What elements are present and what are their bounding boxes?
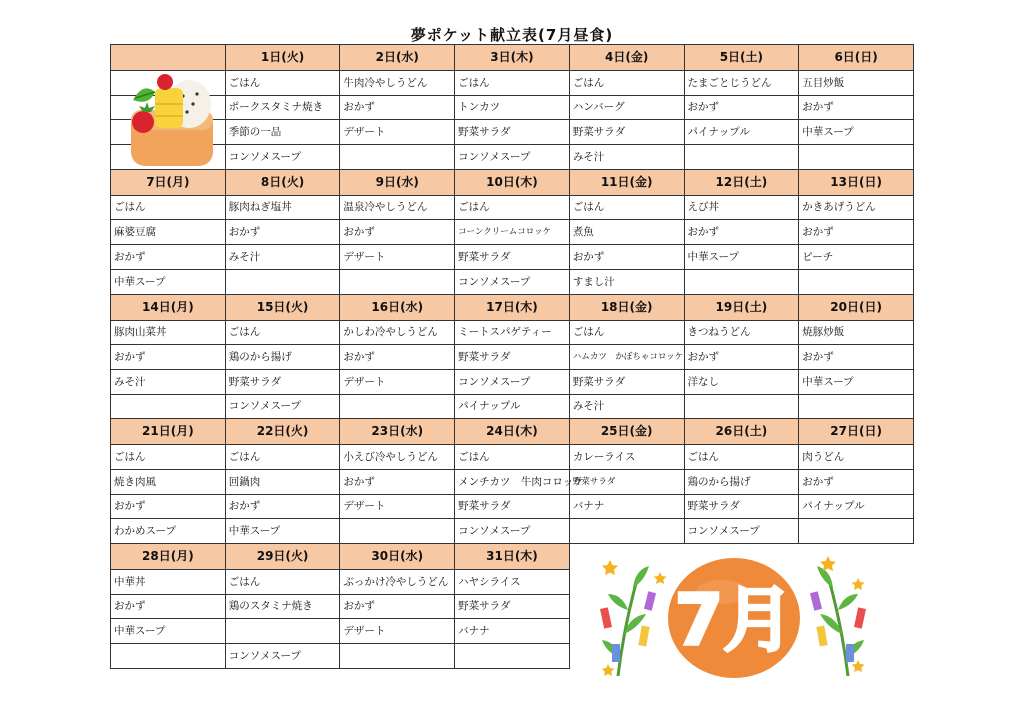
- menu-cell: 焼き肉風: [111, 469, 226, 494]
- day-header: 3日(木): [455, 45, 570, 71]
- menu-cell: 温泉冷やしうどん: [340, 195, 455, 220]
- day-header: 16日(水): [340, 294, 455, 320]
- menu-cell: デザート: [340, 245, 455, 270]
- menu-cell: 鶏のから揚げ: [225, 345, 340, 370]
- menu-cell: おかず: [799, 469, 914, 494]
- menu-cell: 焼豚炒飯: [799, 320, 914, 345]
- menu-cell: おかず: [684, 95, 799, 120]
- menu-cell: パイナップル: [684, 120, 799, 145]
- menu-cell: バナナ: [455, 619, 570, 644]
- menu-row: [111, 145, 914, 170]
- july-tanabata-illustration: [600, 548, 868, 680]
- menu-cell: ぶっかけ冷やしうどん: [340, 570, 455, 595]
- menu-cell: ごはん: [455, 71, 570, 96]
- menu-cell: 野菜サラダ: [684, 494, 799, 519]
- menu-cell: [684, 269, 799, 294]
- menu-cell: おかず: [340, 469, 455, 494]
- month-label: 7月: [674, 579, 794, 661]
- day-header: [111, 45, 226, 71]
- menu-cell: [340, 145, 455, 170]
- menu-cell: 鶏のスタミナ焼き: [225, 594, 340, 619]
- menu-cell: 中華スープ: [684, 245, 799, 270]
- menu-cell: 洋なし: [684, 369, 799, 394]
- day-header-row: [111, 45, 914, 71]
- menu-cell: わかめスープ: [111, 519, 226, 544]
- menu-cell: ごはん: [569, 71, 684, 96]
- day-header: 29日(火): [225, 544, 340, 570]
- menu-cell: ハムカツ かぼちゃコロッケ: [569, 345, 684, 370]
- day-header: 17日(木): [455, 294, 570, 320]
- menu-cell: [111, 644, 226, 669]
- menu-cell: 野菜サラダ: [455, 594, 570, 619]
- menu-row: [111, 95, 914, 120]
- menu-cell: 野菜サラダ: [225, 369, 340, 394]
- menu-row: [111, 494, 914, 519]
- menu-cell: トンカツ: [455, 95, 570, 120]
- page-title: 夢ポケット献立表(7月昼食): [410, 26, 614, 44]
- menu-cell: デザート: [340, 494, 455, 519]
- menu-cell: パイナップル: [455, 394, 570, 419]
- menu-cell: たまごとじうどん: [684, 71, 799, 96]
- menu-cell: コーンクリームコロッケ: [455, 220, 570, 245]
- day-header: 31日(木): [455, 544, 570, 570]
- day-header: 28日(月): [111, 544, 226, 570]
- menu-row: [111, 195, 914, 220]
- menu-cell: えび丼: [684, 195, 799, 220]
- menu-cell: [799, 145, 914, 170]
- menu-cell: [340, 644, 455, 669]
- day-header: 9日(水): [340, 169, 455, 195]
- menu-cell: 豚肉山菜丼: [111, 320, 226, 345]
- menu-row: [111, 71, 914, 96]
- menu-cell: 小えび冷やしうどん: [340, 445, 455, 470]
- menu-cell: 中華スープ: [799, 120, 914, 145]
- day-header: 8日(火): [225, 169, 340, 195]
- menu-cell: バナナ: [569, 494, 684, 519]
- menu-cell: きつねうどん: [684, 320, 799, 345]
- menu-cell: 野菜サラダ: [455, 345, 570, 370]
- menu-cell: 中華スープ: [111, 269, 226, 294]
- menu-cell: 中華スープ: [799, 369, 914, 394]
- menu-cell: ごはん: [111, 195, 226, 220]
- menu-cell: [340, 394, 455, 419]
- day-header: 5日(土): [684, 45, 799, 71]
- menu-cell: 野菜サラダ: [455, 494, 570, 519]
- day-header: 23日(水): [340, 419, 455, 445]
- menu-cell: おかず: [340, 220, 455, 245]
- menu-cell: ごはん: [225, 570, 340, 595]
- menu-cell: ピーチ: [799, 245, 914, 270]
- menu-cell: コンソメスープ: [225, 644, 340, 669]
- menu-cell: おかず: [799, 95, 914, 120]
- day-header-row: [111, 169, 914, 195]
- menu-cell: メンチカツ 牛肉コロッケ: [455, 469, 570, 494]
- menu-cell: みそ汁: [225, 245, 340, 270]
- menu-cell: 野菜サラダ: [455, 120, 570, 145]
- menu-cell: [684, 145, 799, 170]
- menu-cell: ハヤシライス: [455, 570, 570, 595]
- menu-row: [111, 320, 914, 345]
- menu-cell: ハンバーグ: [569, 95, 684, 120]
- menu-cell: コンソメスープ: [225, 145, 340, 170]
- menu-cell: ごはん: [225, 71, 340, 96]
- menu-cell: 野菜サラダ: [455, 245, 570, 270]
- menu-cell: みそ汁: [569, 394, 684, 419]
- day-header: 26日(土): [684, 419, 799, 445]
- menu-cell: [569, 519, 684, 544]
- menu-cell: 牛肉冷やしうどん: [340, 71, 455, 96]
- menu-cell: [340, 519, 455, 544]
- menu-cell: 野菜サラダ: [569, 369, 684, 394]
- menu-cell: パイナップル: [799, 494, 914, 519]
- menu-cell: 肉うどん: [799, 445, 914, 470]
- menu-cell: おかず: [684, 345, 799, 370]
- day-header: 1日(火): [225, 45, 340, 71]
- day-header: 7日(月): [111, 169, 226, 195]
- menu-cell: [111, 394, 226, 419]
- menu-cell: 中華丼: [111, 570, 226, 595]
- menu-cell: 回鍋肉: [225, 469, 340, 494]
- menu-cell: 季節の一品: [225, 120, 340, 145]
- menu-cell: デザート: [340, 619, 455, 644]
- menu-cell: [799, 519, 914, 544]
- day-header: 20日(日): [799, 294, 914, 320]
- menu-cell: デザート: [340, 120, 455, 145]
- menu-cell: おかず: [111, 594, 226, 619]
- menu-row: [111, 445, 914, 470]
- menu-cell: ごはん: [455, 195, 570, 220]
- day-header: 12日(土): [684, 169, 799, 195]
- menu-cell: みそ汁: [569, 145, 684, 170]
- menu-cell: コンソメスープ: [455, 145, 570, 170]
- day-header: 15日(火): [225, 294, 340, 320]
- menu-row: [111, 519, 914, 544]
- menu-row: [111, 469, 914, 494]
- menu-cell: おかず: [111, 494, 226, 519]
- menu-row: [111, 394, 914, 419]
- menu-cell: ごはん: [455, 445, 570, 470]
- day-header: 19日(土): [684, 294, 799, 320]
- menu-cell: ごはん: [225, 445, 340, 470]
- menu-cell: カレーライス: [569, 445, 684, 470]
- day-header: 27日(日): [799, 419, 914, 445]
- menu-cell: ごはん: [111, 445, 226, 470]
- menu-row: [111, 245, 914, 270]
- day-header: 18日(金): [569, 294, 684, 320]
- menu-cell: [340, 269, 455, 294]
- menu-cell: 中華スープ: [111, 619, 226, 644]
- menu-cell: おかず: [340, 594, 455, 619]
- menu-cell: 中華スープ: [225, 519, 340, 544]
- day-header: 10日(木): [455, 169, 570, 195]
- menu-cell: おかず: [799, 220, 914, 245]
- menu-cell: すまし汁: [569, 269, 684, 294]
- menu-row: [111, 269, 914, 294]
- menu-cell: [799, 394, 914, 419]
- menu-cell: かきあげうどん: [799, 195, 914, 220]
- day-header: 6日(日): [799, 45, 914, 71]
- menu-cell: 豚肉ねぎ塩丼: [225, 195, 340, 220]
- menu-row: [111, 369, 914, 394]
- menu-cell: [799, 269, 914, 294]
- day-header: 2日(水): [340, 45, 455, 71]
- day-header: 30日(水): [340, 544, 455, 570]
- menu-cell: ごはん: [569, 320, 684, 345]
- menu-cell: コンソメスープ: [455, 269, 570, 294]
- menu-row: [111, 220, 914, 245]
- menu-cell: [225, 269, 340, 294]
- day-header: 14日(月): [111, 294, 226, 320]
- menu-cell: 麻婆豆腐: [111, 220, 226, 245]
- menu-cell: ごはん: [569, 195, 684, 220]
- day-header: 25日(金): [569, 419, 684, 445]
- menu-cell: コンソメスープ: [455, 369, 570, 394]
- menu-cell: コンソメスープ: [225, 394, 340, 419]
- menu-cell: おかず: [340, 345, 455, 370]
- menu-cell: ミートスパゲティー: [455, 320, 570, 345]
- menu-cell: かしわ冷やしうどん: [340, 320, 455, 345]
- menu-cell: おかず: [225, 494, 340, 519]
- menu-cell: おかず: [569, 245, 684, 270]
- menu-cell: ごはん: [225, 320, 340, 345]
- menu-cell: ポークスタミナ焼き: [225, 95, 340, 120]
- menu-cell: [225, 619, 340, 644]
- day-header: 22日(火): [225, 419, 340, 445]
- menu-cell: おかず: [111, 245, 226, 270]
- menu-cell: デザート: [340, 369, 455, 394]
- day-header: 13日(日): [799, 169, 914, 195]
- menu-cell: 野菜サラダ: [569, 120, 684, 145]
- menu-cell: [455, 644, 570, 669]
- menu-row: [111, 345, 914, 370]
- menu-cell: 煮魚: [569, 220, 684, 245]
- day-header: 24日(木): [455, 419, 570, 445]
- menu-cell: おかず: [111, 345, 226, 370]
- day-header: 11日(金): [569, 169, 684, 195]
- day-header-row: [111, 419, 914, 445]
- bento-box-illustration: [127, 74, 217, 170]
- day-header: 4日(金): [569, 45, 684, 71]
- menu-row: [111, 120, 914, 145]
- menu-cell: みそ汁: [111, 369, 226, 394]
- menu-cell: ごはん: [684, 445, 799, 470]
- day-header: 21日(月): [111, 419, 226, 445]
- menu-cell: コンソメスープ: [684, 519, 799, 544]
- menu-cell: おかず: [684, 220, 799, 245]
- menu-cell: [684, 394, 799, 419]
- menu-cell: 鶏のから揚げ: [684, 469, 799, 494]
- day-header-row: [111, 294, 914, 320]
- menu-cell: 五目炒飯: [799, 71, 914, 96]
- menu-cell: おかず: [225, 220, 340, 245]
- menu-cell: おかず: [340, 95, 455, 120]
- menu-cell: おかず: [799, 345, 914, 370]
- menu-cell: コンソメスープ: [455, 519, 570, 544]
- menu-cell: 野菜サラダ: [569, 469, 684, 494]
